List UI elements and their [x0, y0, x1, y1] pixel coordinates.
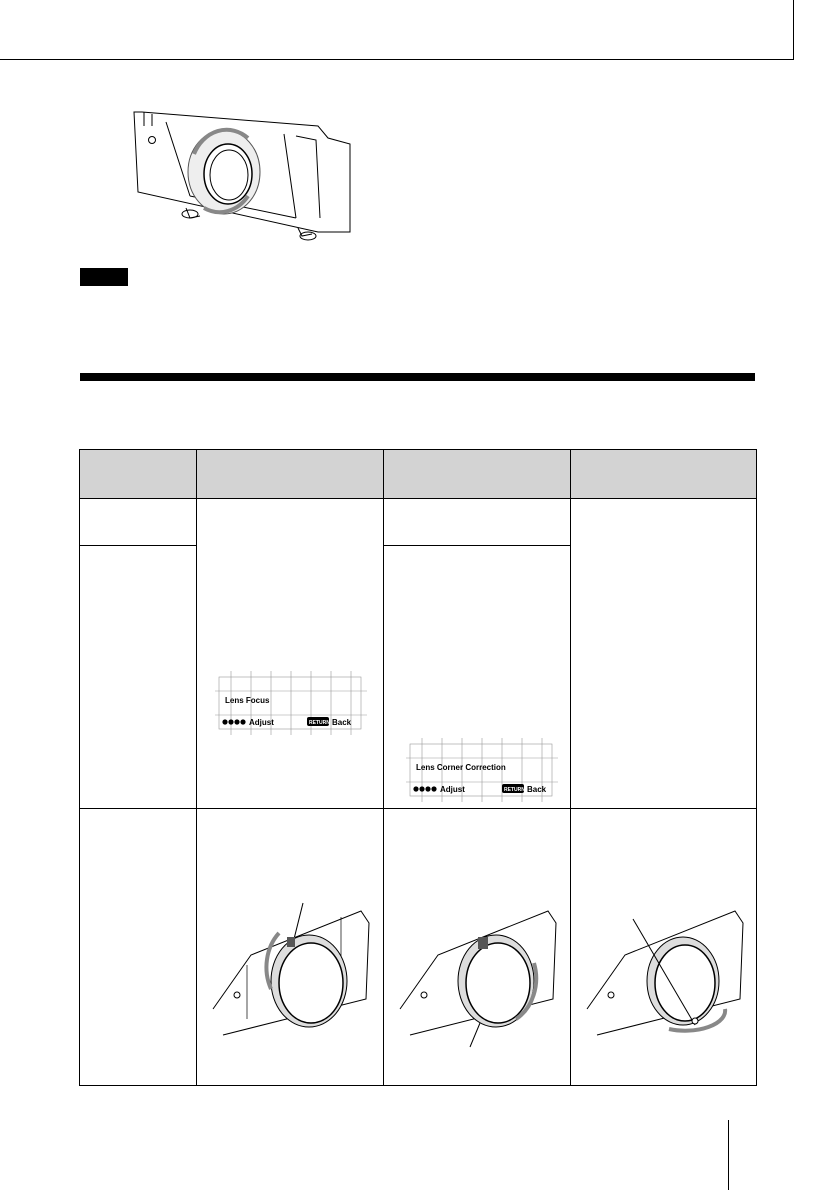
table-cell: [384, 499, 571, 546]
table-header-cell: [197, 450, 384, 499]
table-header-cell: [80, 450, 197, 499]
arrow-keys-icon: [413, 787, 436, 792]
osd-back: Back: [527, 785, 547, 795]
table-cell-illustration: [571, 808, 757, 1085]
note-badge: [80, 268, 128, 286]
osd-back: Back: [332, 718, 352, 728]
projector-lens-ring-illustration: [128, 100, 358, 250]
table-header-row: [80, 450, 757, 499]
table-header-cell: [571, 450, 757, 499]
osd-title: Lens Focus: [225, 696, 270, 706]
table-row: [80, 808, 757, 1085]
table-cell-illustration: [197, 808, 384, 1085]
header-rule-end: [793, 0, 794, 60]
table-header-cell: [384, 450, 571, 499]
arrow-keys-icon: [222, 719, 245, 724]
table-cell-lens-focus: [197, 499, 384, 808]
osd-adjust: Adjust: [249, 718, 274, 728]
lens-corner-osd: [402, 736, 562, 806]
return-key-label: RETURN: [504, 787, 525, 794]
page-edge-rule: [728, 1120, 729, 1190]
table-cell-lens-corner: [384, 546, 571, 808]
section-rule: [80, 373, 755, 381]
lens-lever-illustration: [398, 889, 558, 1049]
lens-ring-rotate-illustration: [211, 889, 371, 1039]
table-cell-illustration: [384, 808, 571, 1085]
table-row: [80, 499, 757, 546]
osd-title: Lens Corner Correction: [416, 763, 506, 773]
lens-corner-ring-illustration: [585, 889, 745, 1039]
table-cell: [80, 546, 197, 808]
table-cell: [80, 808, 197, 1085]
header-rule: [0, 59, 794, 60]
osd-adjust: Adjust: [440, 785, 465, 795]
table-cell: [571, 499, 757, 808]
table-cell: [80, 499, 197, 546]
return-key-label: RETURN: [309, 720, 330, 727]
lens-focus-osd: [211, 669, 371, 739]
lens-adjustment-table: [79, 449, 757, 1086]
